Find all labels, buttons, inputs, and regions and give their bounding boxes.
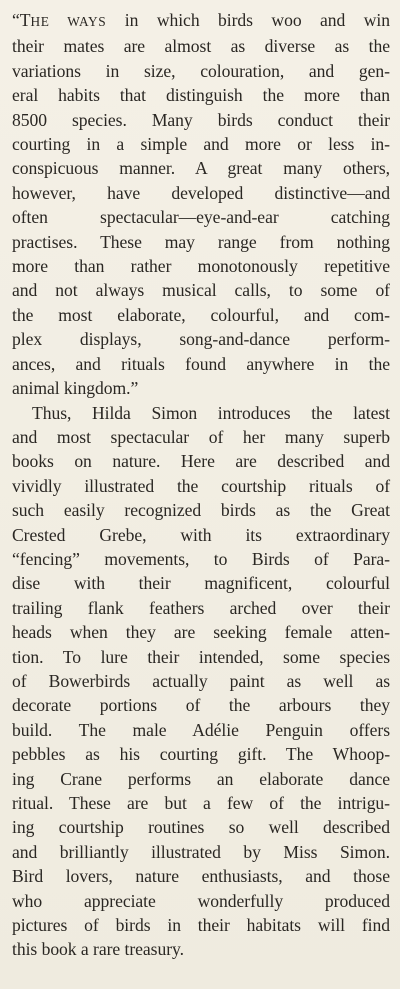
text-line-last: this book a rare treasury.	[12, 939, 184, 960]
paragraph-description	[12, 401, 390, 962]
text-line: practises. These may range from nothing	[12, 231, 390, 252]
opening-line-rest: in which birds woo and win	[106, 10, 390, 30]
text-line: courting in a simple and more or less in-	[12, 134, 390, 155]
text-line: and not always musical calls, to some of	[12, 280, 390, 301]
text-line: vividly illustrated the courtship rituals of	[12, 475, 390, 496]
small-caps-words: HE WAYS	[30, 14, 107, 29]
text-line: decorate portions of the arbours they	[12, 695, 390, 716]
text-line: and most spectacular of her many superb	[12, 426, 390, 447]
text-line: ritual. These are but a few of the intrigu-	[12, 793, 390, 813]
text-line: conspicuous manner. A great many others,	[12, 158, 390, 179]
text-line: who appreciate wonderfully produced	[12, 890, 390, 911]
text-line: plex displays, song-and-dance perform-	[12, 329, 390, 350]
text-line: tion. To lure their intended, some species	[12, 646, 390, 667]
text-line: ances, and rituals found anywhere in the	[12, 353, 390, 374]
text-line: the most elaborate, colourful, and com-	[12, 304, 390, 325]
text-line: dise with their magnificent, colourful	[12, 573, 390, 594]
text-line: “fencing” movements, to Birds of Para-	[12, 548, 390, 569]
text-line: and brilliantly illustrated by Miss Simon.	[12, 841, 390, 862]
text-line: their mates are almost as diverse as the	[12, 36, 390, 57]
text-line: of Bowerbirds actually paint as well as	[12, 670, 390, 691]
text-line: build. The male Adélie Penguin offers	[12, 719, 390, 740]
text-line: trailing flank feathers arched over their	[12, 597, 390, 618]
text-line-indented: Thus, Hilda Simon introduces the latest	[32, 402, 390, 423]
text-line: ing courtship routines so well described	[12, 817, 390, 838]
text-line: pictures of birds in their habitats will find	[12, 915, 390, 936]
text-line: more than rather monotonously repetitive	[12, 256, 390, 277]
paragraph-quote	[12, 8, 390, 401]
text-line: pebbles as his courting gift. The Whoop-	[12, 744, 390, 765]
text-line: eral habits that distinguish the more than	[12, 85, 390, 106]
text-line: variations in size, colouration, and gen-	[12, 60, 390, 81]
text-line: Crested Grebe, with its extraordinary	[12, 524, 390, 545]
text-line: ing Crane performs an elaborate dance	[12, 768, 390, 789]
text-line: often spectacular—eye-and-ear catching	[12, 207, 390, 228]
text-line: heads when they are seeking female atten-	[12, 622, 390, 643]
text-line-last: animal kingdom.”	[12, 378, 139, 399]
text-line: 8500 species. Many birds conduct their	[12, 109, 390, 130]
text-line: books on nature. Here are described and	[12, 451, 390, 472]
text-line: such easily recognized birds as the Great	[12, 500, 390, 521]
text-line-opening	[12, 8, 390, 34]
text-line: however, have developed distinctive—and	[12, 182, 390, 203]
opening-quote-initial: “T	[12, 10, 31, 30]
text-line: Bird lovers, nature enthusiasts, and those	[12, 866, 390, 887]
